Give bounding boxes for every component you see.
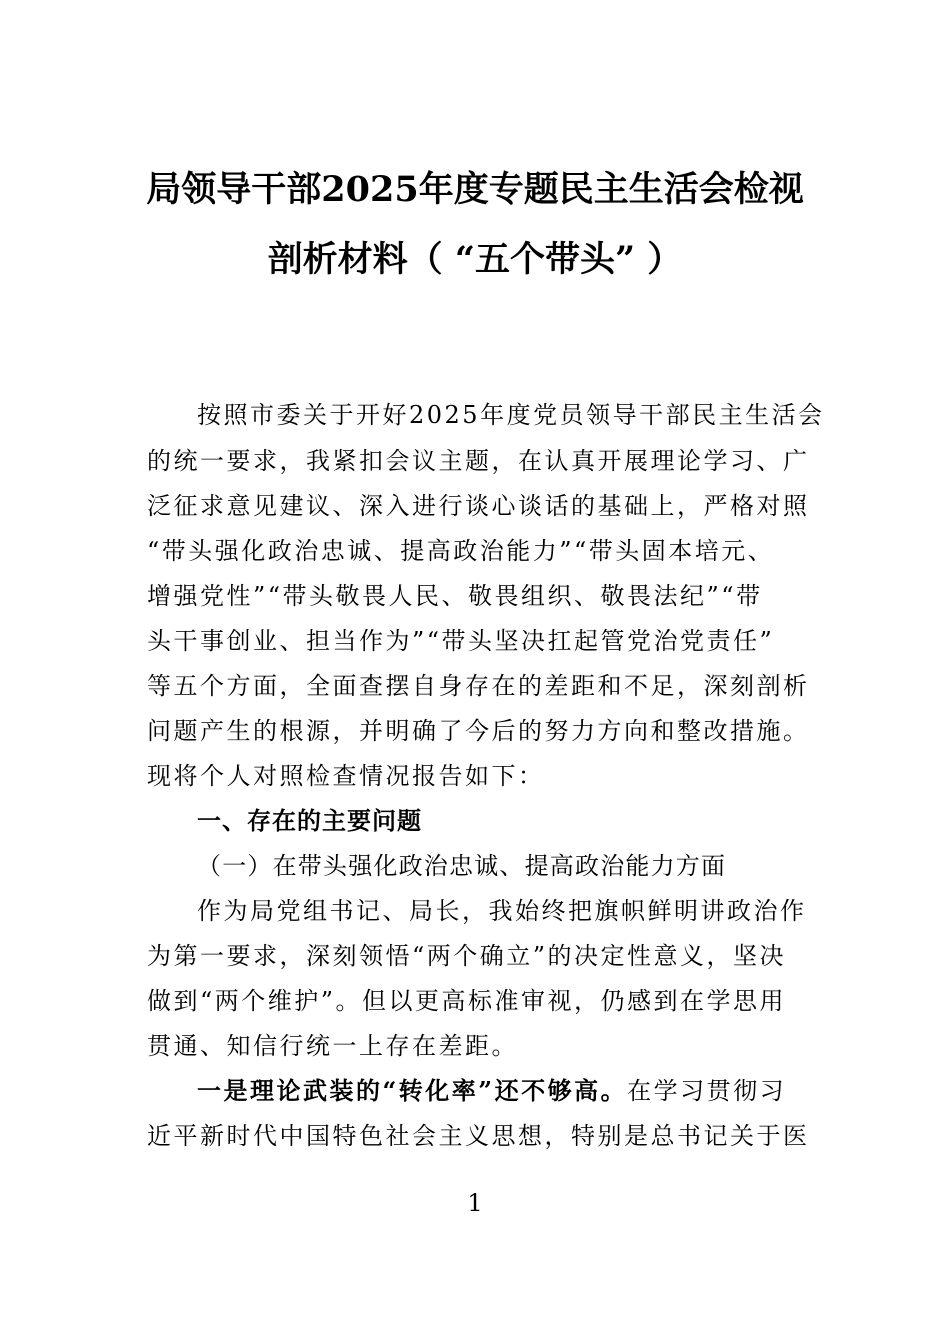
paragraph-line: 作为局党组书记、局长，我始终把旗帜鲜明讲政治作 [197, 897, 807, 925]
paragraph-text: 在学习贯彻习 [627, 1077, 787, 1105]
paragraph-line: 做到“两个维护”。但以更高标准审视，仍感到在学思用 [147, 987, 787, 1015]
intro-line: 问题产生的根源，并明确了今后的努力方向和整改措施。 [147, 717, 810, 745]
document-title-line-1: 局领导干部2025年度专题民主生活会检视 [146, 169, 804, 210]
page-number: 1 [467, 1189, 483, 1217]
intro-line: 增强党性”“带头敬畏人民、敬畏组织、敬畏法纪”“带 [147, 582, 763, 610]
document-title-line-2: 剖析材料（ “五个带头” ） [267, 239, 683, 280]
paragraph-line: 近平新时代中国特色社会主义思想，特别是总书记关于医 [147, 1122, 810, 1150]
section-heading: 一、存在的主要问题 [197, 806, 422, 835]
intro-line: 按照市委关于开好2025年度党员领导干部民主生活会 [197, 401, 825, 429]
intro-line: 头干事创业、担当作为”“带头坚决扛起管党治党责任” [147, 627, 775, 655]
subsection-heading: （一）在带头强化政治忠诚、提高政治能力方面 [197, 852, 727, 880]
intro-line: 现将个人对照检查情况报告如下： [147, 762, 545, 790]
paragraph-line: 为第一要求，深刻领悟“两个确立”的决定性意义，坚决 [147, 942, 787, 970]
paragraph-line: 贯通、知信行统一上存在差距。 [147, 1032, 518, 1060]
intro-line: 泛征求意见建议、深入进行谈心谈话的基础上，严格对照 [147, 492, 810, 520]
paragraph-line [197, 1076, 807, 1106]
bold-lead-text: 一是理论武装的“转化率”还不够高。 [197, 1076, 628, 1105]
intro-line: 的统一要求，我紧扣会议主题，在认真开展理论学习、广 [147, 447, 810, 475]
intro-line: “带头强化政治忠诚、提高政治能力”“带头固本培元、 [147, 537, 775, 565]
intro-line: 等五个方面，全面查摆自身存在的差距和不足，深刻剖析 [147, 672, 810, 700]
